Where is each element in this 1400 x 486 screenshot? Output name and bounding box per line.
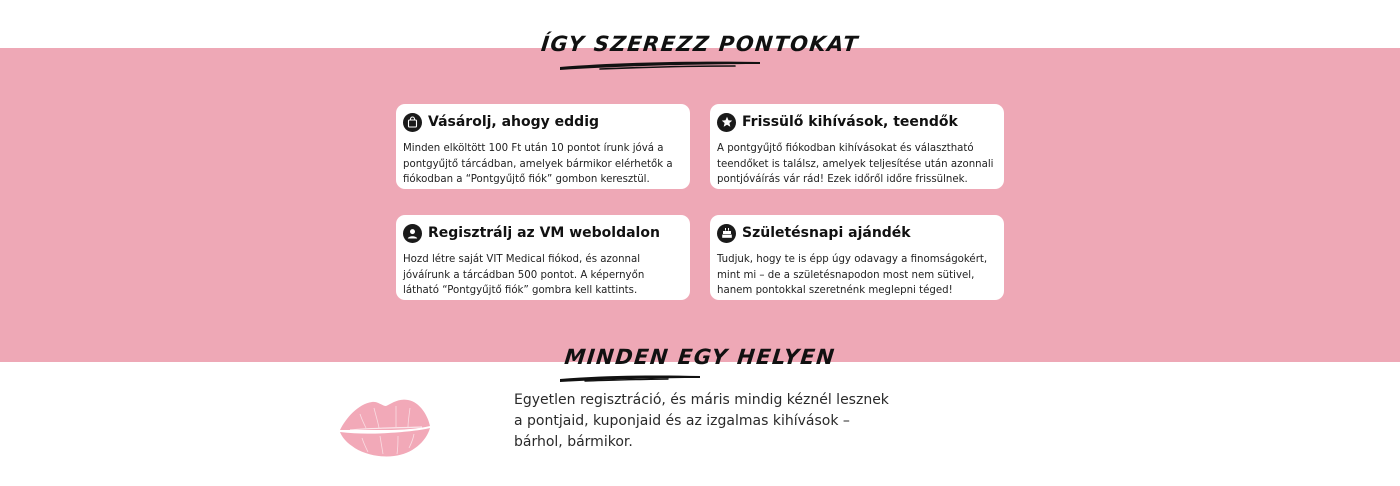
card-register xyxy=(396,215,690,300)
card-title: Vásárolj, ahogy eddig xyxy=(428,114,600,130)
section-heading-all-in-one: MINDEN EGY HELYEN xyxy=(563,345,837,369)
heading-underline-brush xyxy=(0,58,1400,72)
card-challenges xyxy=(710,104,1004,189)
card-description: A pontgyűjtő fiókodban kihívásokat és választható teendőket is találsz, amelyek teljesítése után azonnali pontjóváírás vár rád! Ezek időről időre frissülnek. xyxy=(717,143,994,185)
card-birthday xyxy=(710,215,1004,300)
card-shopping xyxy=(396,104,690,189)
heading-underline-brush xyxy=(0,371,1400,385)
all-in-one-description: Egyetlen regisztráció, és máris mindig kéznél lesznek a pontjaid, kuponjaid és az izgalmas kihívások – bárhol, bármikor. xyxy=(514,392,889,450)
card-title: Frissülő kihívások, teendők xyxy=(742,114,958,130)
card-description: Hozd létre saját VIT Medical fiókod, és azonnal jóváírunk a tárcádban 500 pontot. A képernyőn látható “Pontgyűjtő fiók” gombra kell kattints. xyxy=(403,254,645,296)
card-title: Regisztrálj az VM weboldalon xyxy=(428,225,660,241)
card-description: Minden elköltött 100 Ft után 10 pontot írunk jóvá a pontgyűjtő tárcádban, amelyek bármikor elérhetők a fiókodban a “Pontgyűjtő fiók” gombon keresztül. xyxy=(403,143,673,185)
birthday-cake-icon xyxy=(717,224,736,243)
lips-kiss-icon xyxy=(336,392,432,462)
shopping-bag-icon xyxy=(403,113,422,132)
card-description: Tudjuk, hogy te is épp úgy odavagy a finomságokért, mint mi – de a születésnapodon most nem sütivel, hanem pontokkal szeretnénk meglepni téged! xyxy=(717,254,988,296)
pink-background-band xyxy=(0,48,1400,362)
user-icon xyxy=(403,224,422,243)
section-heading-earn-points: ÍGY SZEREZZ PONTOKAT xyxy=(539,32,861,56)
star-icon xyxy=(717,113,736,132)
card-title: Születésnapi ajándék xyxy=(742,225,911,241)
